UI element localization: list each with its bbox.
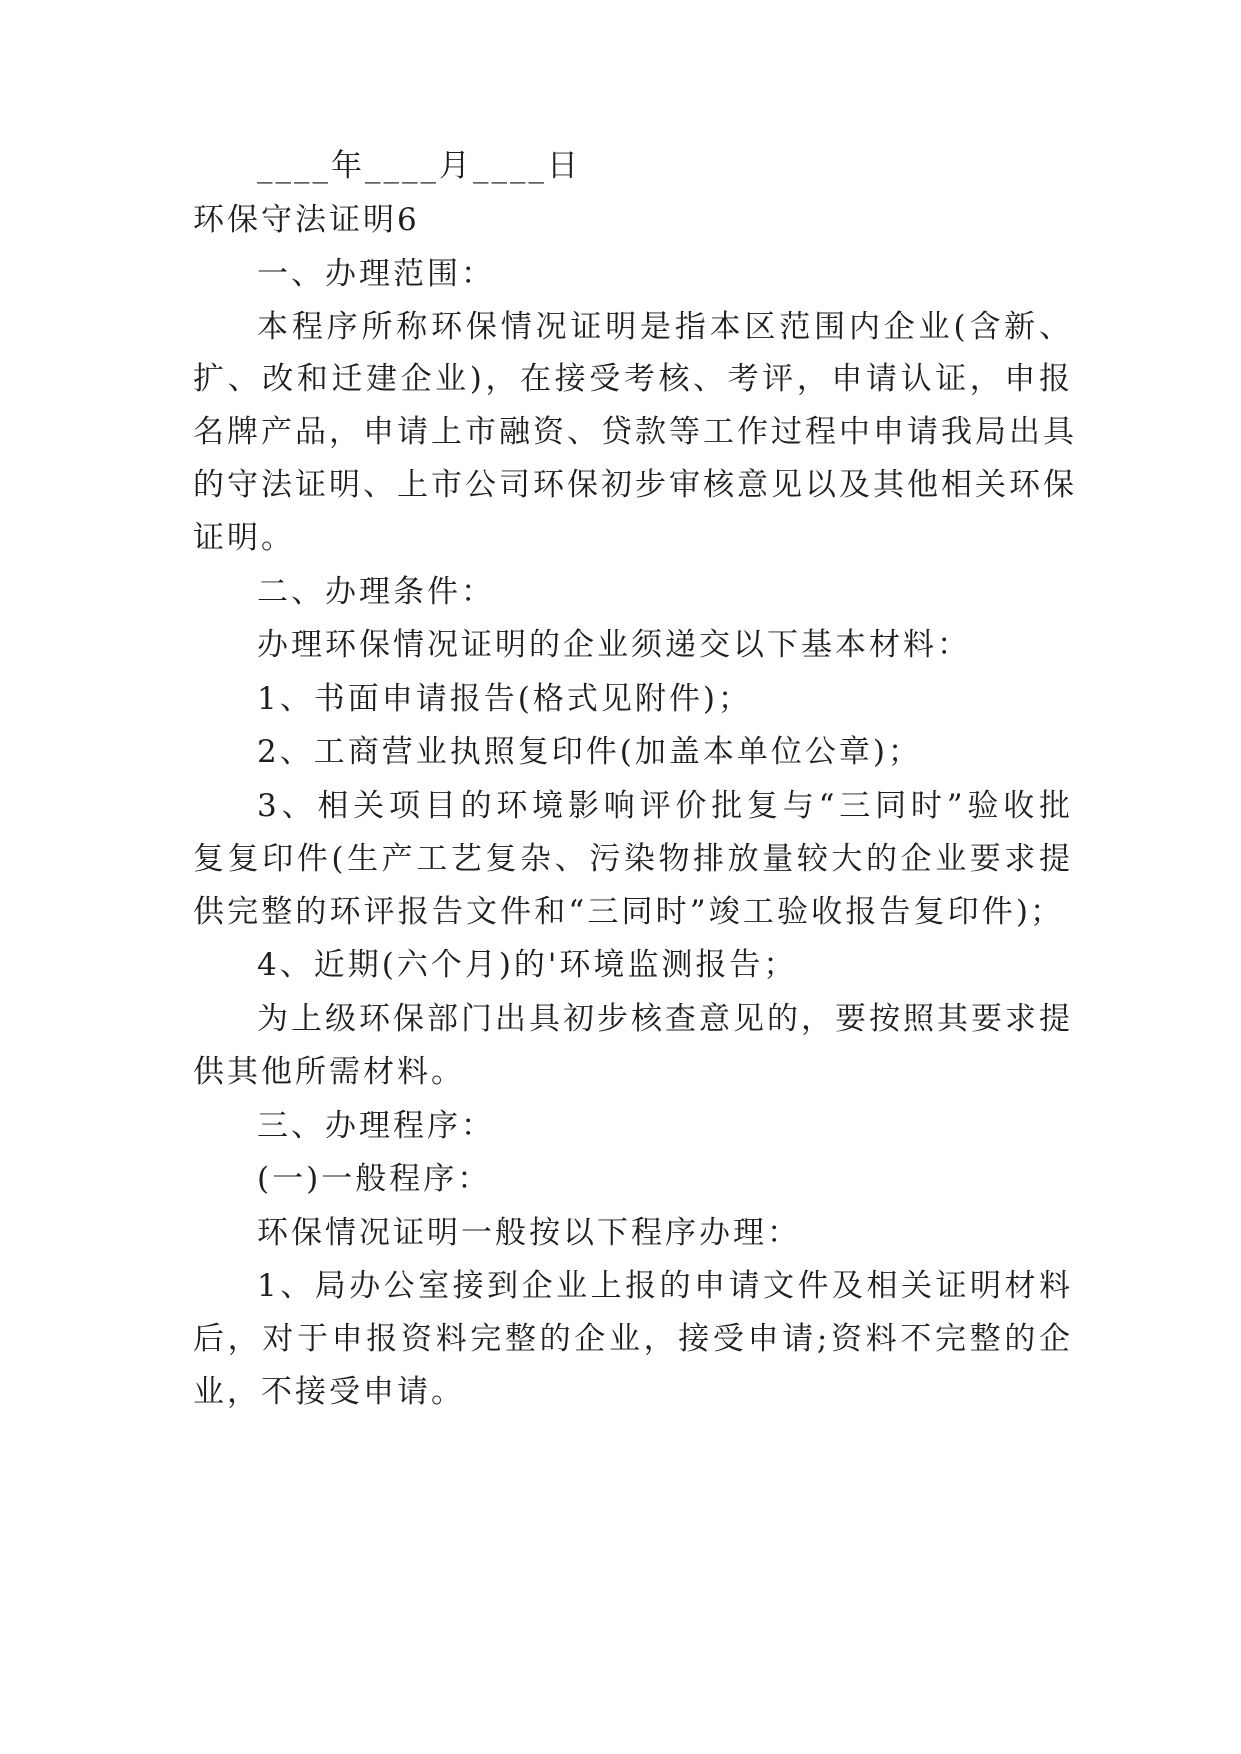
material-item-1: 1、书面申请报告(格式见附件)； (257, 681, 752, 717)
section-2-note-line: 供其他所需材料。 (193, 1054, 465, 1090)
procedure-step-1-line: 1、局办公室接到企业上报的申请文件及相关证明材料 (257, 1268, 1073, 1304)
date-line: ____年____月____日 (257, 148, 581, 184)
section-3-intro: 环保情况证明一般按以下程序办理： (257, 1215, 801, 1251)
material-item-3-line: 供完整的环评报告文件和“三同时”竣工验收报告复印件)； (193, 894, 1063, 930)
section-2-note-line: 为上级环保部门出具初步核查意见的，要按照其要求提 (257, 1001, 1073, 1037)
section-3-heading: 三、办理程序： (257, 1108, 495, 1144)
material-item-2: 2、工商营业执照复印件(加盖本单位公章)； (257, 734, 922, 770)
procedure-step-1-line: 业，不接受申请。 (193, 1374, 465, 1410)
section-1-paragraph-line: 本程序所称环保情况证明是指本区范围内企业(含新、 (257, 309, 1073, 345)
material-item-3-line: 复复印件(生产工艺复杂、污染物排放量较大的企业要求提 (193, 841, 1073, 877)
material-item-4: 4、近期(六个月)的'环境监测报告； (257, 947, 798, 983)
section-1-paragraph-line: 名牌产品，申请上市融资、贷款等工作过程中申请我局出具 (193, 414, 1077, 450)
section-2-heading: 二、办理条件： (257, 574, 495, 610)
section-1-heading: 一、办理范围： (257, 256, 495, 292)
material-item-3-line: 3、相关项目的环境影响评价批复与“三同时”验收批 (257, 788, 1073, 824)
section-1-paragraph-line: 证明。 (193, 520, 295, 556)
section-3-sub-heading: (一)一般程序： (257, 1161, 492, 1197)
procedure-step-1-line: 后，对于申报资料完整的企业，接受申请;资料不完整的企 (193, 1321, 1073, 1357)
section-1-paragraph-line: 的守法证明、上市公司环保初步审核意见以及其他相关环保 (193, 467, 1077, 503)
section-1-paragraph-line: 扩、改和迁建企业)，在接受考核、考评，申请认证，申报 (193, 361, 1073, 397)
section-2-intro: 办理环保情况证明的企业须递交以下基本材料： (257, 627, 971, 663)
page-title: 环保守法证明6 (193, 202, 420, 238)
